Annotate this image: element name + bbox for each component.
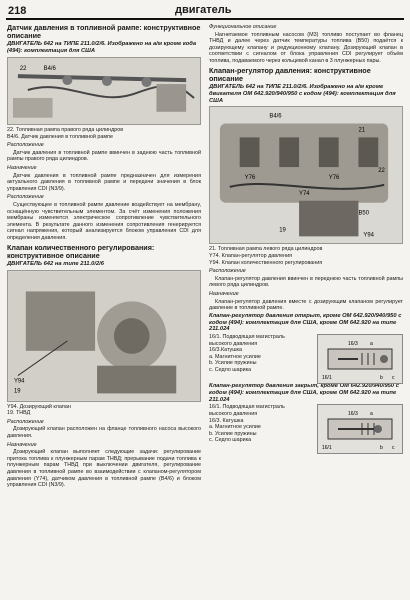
paragraph: Датчик давления в топливной рампе предназначен для измерения актуального давления в топливной рампе и передачи значения в блок управления CDI (N3/9). (7, 172, 201, 192)
subheading-location-2: Расположение (7, 194, 44, 201)
fig2-caption: ДВИГАТЕЛЬ 642 на типе 211.0/2/6 (7, 260, 105, 267)
fig3-label: 21 (358, 127, 366, 134)
pump-illustration (8, 271, 200, 401)
legend-item: c. Седло шарика (209, 437, 252, 444)
diag-label: b (380, 375, 383, 382)
legend-item: 19. ТНВД (7, 410, 31, 417)
legend-item: c. Седло шарика (209, 367, 252, 374)
legend-item: b. Усилие пружины (209, 360, 257, 367)
diag-label: 16/3 (348, 411, 358, 418)
valve-open-diagram (317, 334, 403, 384)
fig3-caption: ДВИГАТЕЛЬ 642 на ТИПЕ 211.0/2/6. Изображено на а/м кроме двигателя ОМ 642.920/940/950 с кодом (494): комплектация для США (209, 83, 396, 104)
paragraph: Клапан-регулятор давления ввинчен в переднюю часть топливной рампы левого ряда цилиндров. (209, 275, 403, 289)
legend-item: а. Магнитное усилие (209, 424, 261, 431)
paragraph: Клапан-регулятор давления вместе с дозирующим клапаном регулирует давление в топливной рампе. (209, 298, 403, 312)
paragraph: Датчик давления в топливной рампе ввинчен в заднюю часть топливной рампы правого ряда цилиндров. (7, 149, 201, 163)
subheading-purpose-3: Назначение (209, 290, 239, 297)
left-column (7, 22, 201, 490)
diag-label: a (370, 411, 373, 418)
subheading-function: Функциональное описание (209, 24, 277, 30)
diag-label: 16/1 (322, 445, 332, 452)
paragraph: Нагнетаемое топливным насосом (M3) топливо поступает во фланец ТНВД и далее через датчик температуры топлива (B50) подаётся к дозирующему клапану и редукционному клапану. Дозирующий клапан в соответствии с сигналом от блока управления CDI регулирует объём топлива, подаваемого через кольцевой канал в 3 плунжерных пары. (209, 31, 403, 64)
fig3-label: Y94 (363, 232, 374, 239)
fig-engine-photo (209, 106, 403, 244)
legend-item: 16/1. Подводящая магистраль высокого давления (209, 404, 285, 418)
diag-label: b (380, 445, 383, 452)
legend-item: а. Магнитное усилие (209, 353, 261, 360)
fig1-label-22: 22 (19, 66, 27, 73)
subheading-location-3: Расположение (7, 418, 44, 425)
diag-label: c (392, 445, 395, 452)
valve-closed-block (209, 404, 403, 452)
fig3-label: Y74 (299, 191, 310, 198)
diag-label: 16/1 (322, 375, 332, 382)
paragraph: Существующее в топливной рампе давление воздействует на мембрану, оснащённую чувствительным элементом. За счёт изменения положения мембраны изменяется электрическое сопротивление чувствительного элемента. В результате данного изменения сопротивления генерируется сигнал напряжения, который анализируется блоком управления CDI для определения давления. (7, 201, 201, 241)
right-column (209, 22, 403, 452)
fig2-label-y94: Y94 (13, 378, 25, 385)
fig3-label: B4/6 (269, 113, 282, 120)
heading-sensor: Датчик давления в топливной рампе: конструктивное описание (7, 23, 201, 41)
valve-open-heading: Клапан-регулятор давления открыт, кроме ОМ 642.920/940/950 с кодом (494): комплектация для США, кроме ОМ 642.920 на типе 211.024 (209, 312, 402, 333)
diag-label: c (392, 375, 395, 382)
fig1-label-b46: B4/6 (43, 66, 56, 73)
fig3-label: Y76 (328, 175, 340, 182)
subheading-location-4: Расположение (209, 268, 246, 275)
fig-pump-photo (7, 270, 201, 402)
fig3-label: 19 (279, 227, 286, 234)
subheading-location: Расположение (7, 142, 44, 149)
legend-item: 16/1. Подводящая магистраль высокого давления (209, 334, 285, 347)
legend-item: Y94. Дозирующий клапан (7, 403, 71, 410)
legend-item: Y74. Клапан-регулятор давления (209, 252, 292, 259)
heading-quantity-valve: Клапан количественного регулирования: конструктивное описание (7, 242, 155, 260)
diag-label: a (370, 341, 373, 348)
engine-illustration (210, 107, 402, 243)
valve-open-block (209, 334, 403, 382)
fuel-rail-illustration (8, 58, 200, 124)
legend-item: B4/6. Датчик давления в топливной рампе (7, 133, 114, 140)
legend-item: 21. Топливная рампа левого ряда цилиндров (209, 246, 323, 253)
legend-item: 22. Топливная рампа правого ряда цилиндров (7, 127, 124, 133)
fig3-label: 22 (378, 168, 385, 175)
legend-item: Y94. Клапан количественного регулирования (209, 259, 323, 266)
page-number: 218 (8, 5, 27, 17)
subheading-purpose-2: Назначение (7, 441, 37, 448)
fig3-label: Y76 (244, 175, 256, 182)
valve-closed-heading: Клапан-регулятор давления закрыт, кроме ОМ 642.920/940/950 с кодом (494): комплектация для США, кроме ОМ 642.920 на типе 211.024 (209, 383, 399, 403)
paragraph: Дозирующий клапан расположен на фланце топливного насоса высокого давления. (7, 426, 201, 440)
legend-item: 16/3.Катушка (209, 347, 243, 354)
legend-item: 16/3. Катушка (209, 417, 244, 424)
fig1-caption: ДВИГАТЕЛЬ 642 на ТИПЕ 211.0/2/6. Изображено на а/м кроме кода (494): комплектация для США (7, 41, 197, 55)
subheading-purpose: Назначение (7, 164, 37, 171)
heading-pressure-valve: Клапан-регулятор давления: конструктивное описание (209, 65, 371, 83)
fig3-label: B50 (358, 210, 370, 217)
header-rule (6, 18, 404, 20)
valve-closed-diagram (317, 404, 403, 454)
section-title: двигатель (175, 4, 232, 16)
fig2-label-19: 19 (13, 388, 21, 395)
fig-fuel-rail-photo (7, 57, 201, 125)
paragraph: Дозирующий клапан выполняет следующие задачи: регулирование притока топлива к плунжерным парам ТНВД; прерывание подачи топлива к плунжерным парам ТНВД при выключении двигателя, регулирование давления в топливной рампе во взаимодействии с клапаном-регулятором давления (Y74), датчиком давления в топливной рампе (B4/6) и блоком управления CDI (N3/9). (7, 449, 201, 489)
legend-item: b. Усилие пружины (209, 430, 257, 437)
diag-label: 16/3 (348, 341, 358, 348)
